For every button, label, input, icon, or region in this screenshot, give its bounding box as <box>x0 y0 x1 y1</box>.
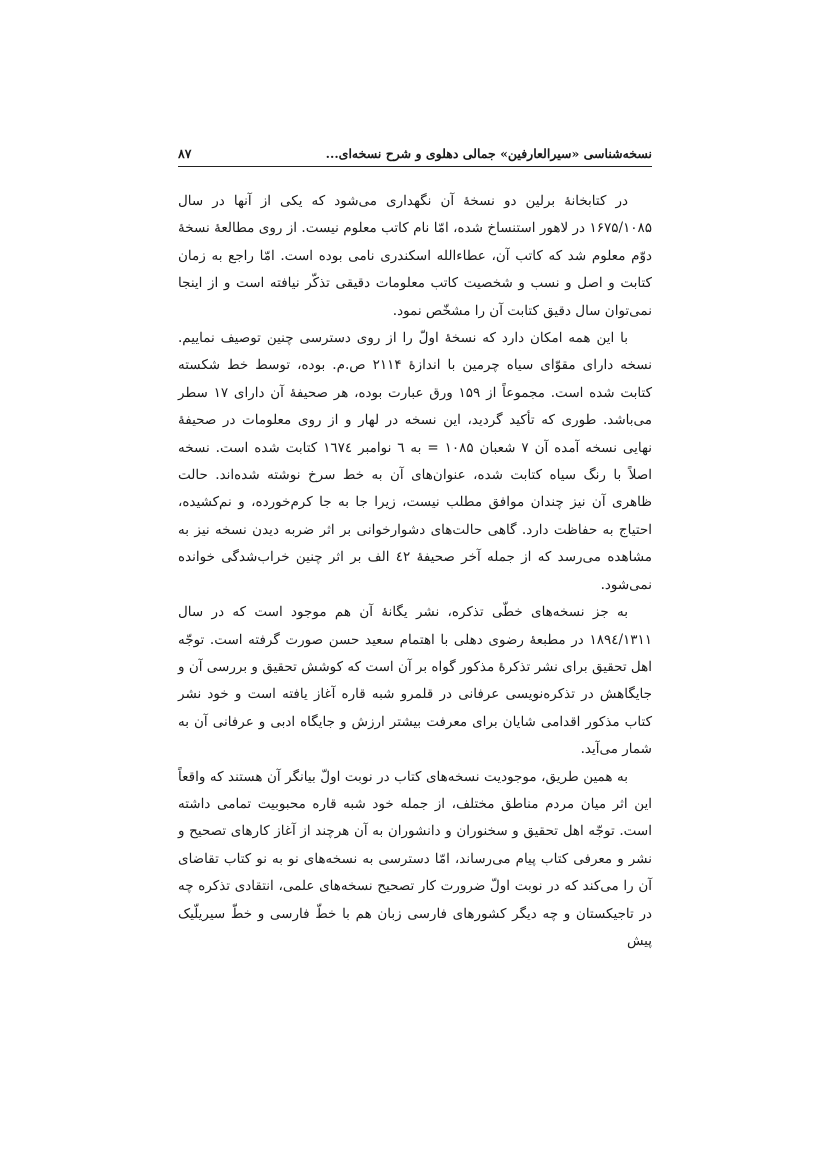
running-header <box>178 140 652 166</box>
page-number: ۸۷ <box>178 146 192 161</box>
running-title: نسخه‌شناسی «سیرالعارفین» جمالی دهلوی و شرح نسخه‌ای... <box>325 146 652 161</box>
paragraph: در کتابخانهٔ برلین دو نسخهٔ آن نگهداری می‌شود که یکی از آنها در سال ۱۶۷۵/۱۰۸۵ در لاهور استنساخ شده، امّا نام کاتب معلوم نیست. از روی مطالعهٔ نسخهٔ دوّم معلوم شد که کاتب آن، عطاءالله اسکندری نامی بوده است. امّا راجع به زمان کتابت و اصل و نسب و شخصیت کاتب معلومات دقیقی تذکّر نیافته است و از اینجا نمی‌توان سال دقیق کتابت آن را مشخّص نمود. <box>178 193 652 319</box>
header-rule <box>178 166 652 167</box>
paragraph: با این همه امکان دارد که نسخهٔ اولّ را از روی دسترسی چنین توصیف نماییم. نسخه دارای مقوّای سیاه چرمین با اندازهٔ ۲۱۱۴ ص.م. بوده، توسط خط شکسته کتابت شده است. مجموعاً از ۱۵۹ ورق عبارت بوده، هر صحیفهٔ آن دارای ۱۷ سطر می‌باشد. طوری که تأکید گردید، این نسخه در لهار و از روی معلومات در صحیفهٔ نهایی نسخه آمده آن ۷ شعبان ۱۰۸۵ = به ٦ نوامبر ۱٦۷٤ کتابت شده است. نسخه اصلاً با رنگ سیاه کتابت شده، عنوان‌های آن به خط سرخ نوشته شده‌اند. حالت ظاهری آن نیز چندان موافق مطلب نیست، زیرا جا به جا کرم‌خورده، و نم‌کشیده، احتیاج به حفاظت دارد. گاهی حالت‌های دشوارخوانی بر اثر ضربه دیدن نسخه نیز به مشاهده می‌رسد که از جمله آخر صحیفهٔ ٤۲ الف بر اثر چنین خراب‌شدگی خوانده نمی‌شود. <box>178 330 653 593</box>
paragraph: به همین طریق، موجودیت نسخه‌های کتاب در نوبت اولّ بیانگر آن هستند که واقعاً این اثر میان مردم مناطق مختلف، از جمله خود شبه قاره محبوبیت تمامی داشته است. توجّه اهل تحقیق و سخنوران و دانشوران به آن هرچند از آغاز کارهای تصحیح و نشر و معرفی کتاب پیام می‌رساند، امّا دسترسی به نسخه‌های نو به نو کتاب تقاضای آن را می‌کند که در نوبت اولّ ضرورت کار تصحیح نسخه‌های علمی، انتقادی تذکره چه در تاجیکستان و چه دیگر کشورهای فارسی زبان هم با خطّ فارسی و خطّ سیریلّیک پیش <box>178 768 652 949</box>
body-text <box>178 188 652 955</box>
paragraph: به جز نسخه‌های خطّی تذکره، نشر یگانهٔ آن هم موجود است که در سال ۱۸۹٤/۱۳۱۱ در مطبعهٔ رضوی دهلی با اهتمام سعید حسن صورت گرفته است. توجّه اهل تحقیق برای نشر تذکرهٔ مذکور گواه بر آن است که کوشش تحقیق و بررسی آن و جایگاهش در تذکره‌نویسی عرفانی در قلمرو شبه قاره آغاز یافته است و خود نشر کتاب مذکور اقدامی شایان برای معرفت بیشتر ارزش و جایگاه ادبی و عرفانی آن به شمار می‌آید. <box>178 604 652 758</box>
